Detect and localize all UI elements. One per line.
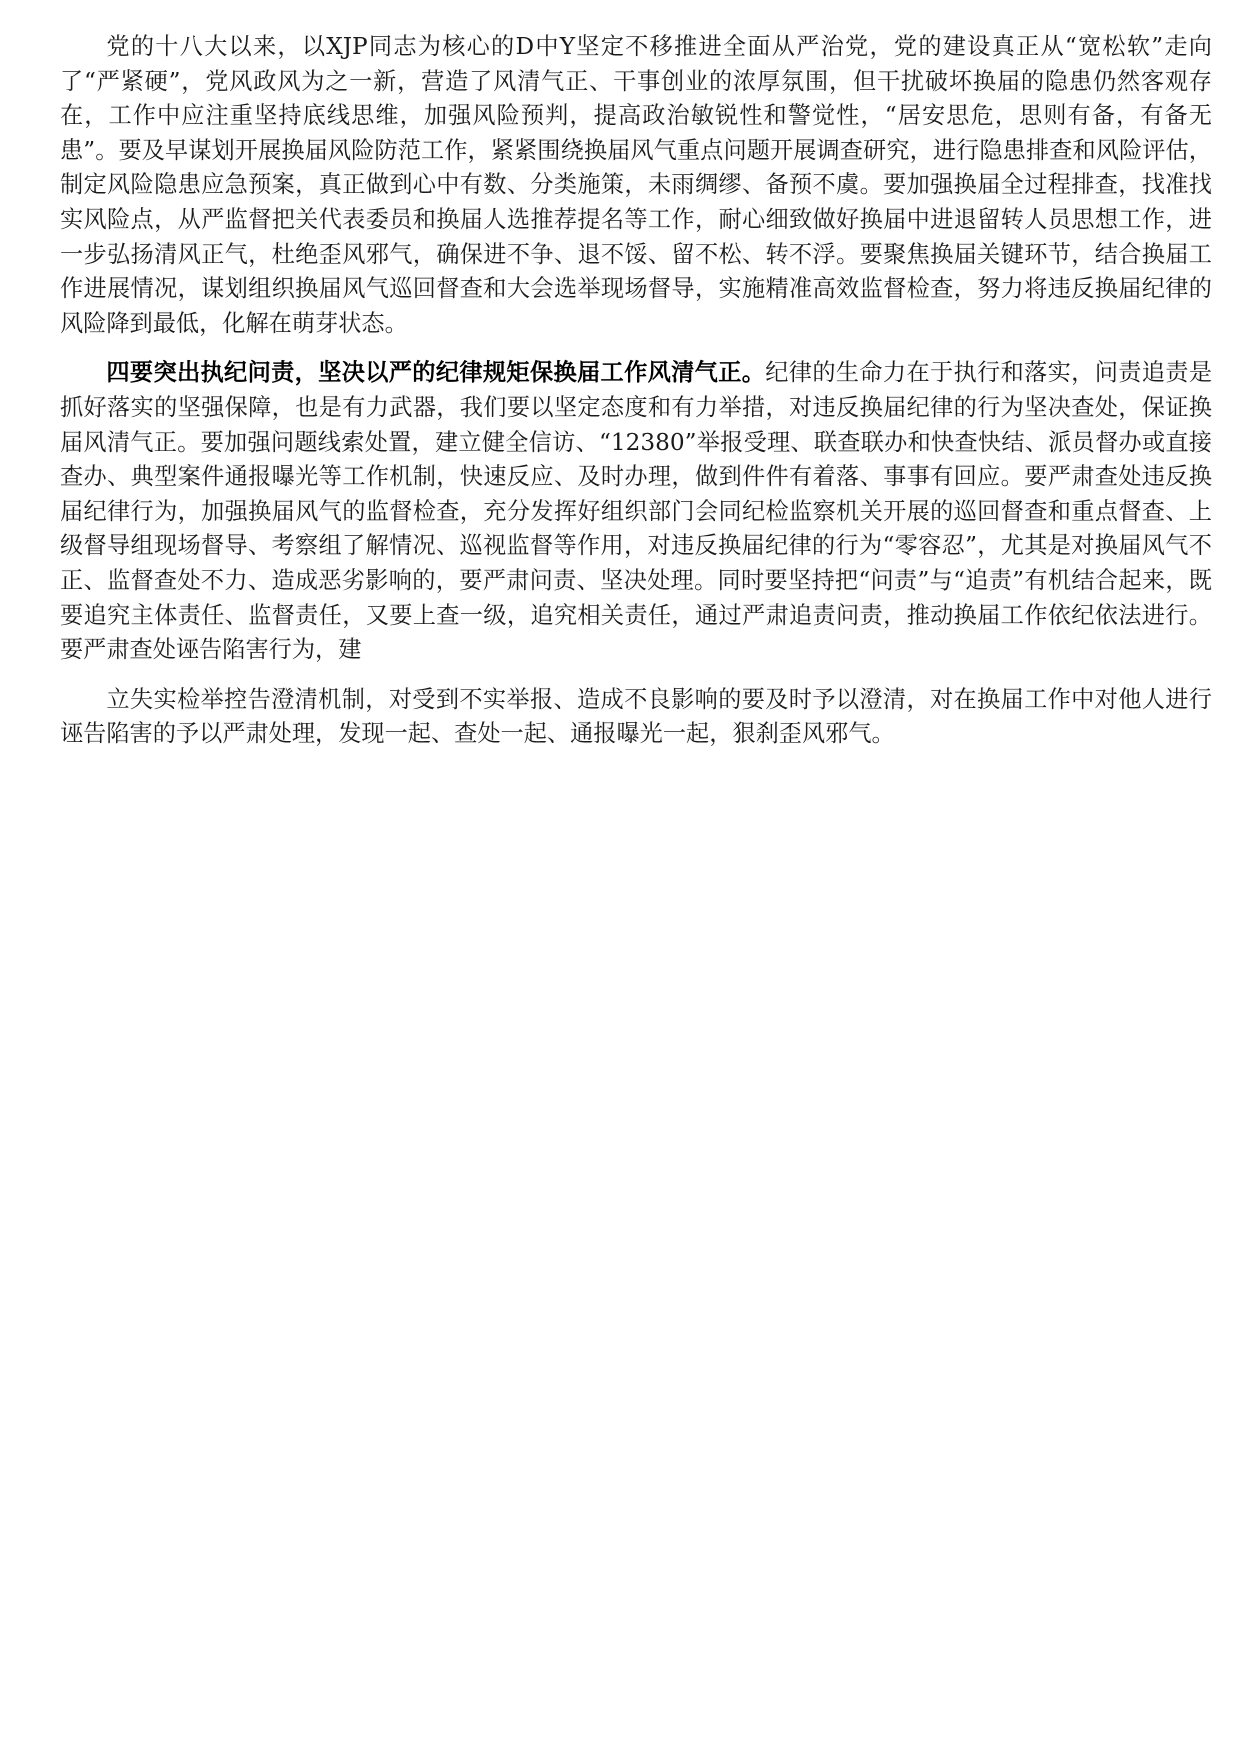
paragraph-3 — [60, 683, 1212, 752]
document-page — [60, 30, 1212, 752]
paragraph-2-lead: 四要突出执纪问责，坚决以严的纪律规矩保换届工作风清气正。 — [106, 359, 766, 387]
paragraph-1 — [60, 30, 1212, 341]
paragraph-2 — [60, 356, 1212, 667]
paragraph-2-text: 纪律的生命力在于执行和落实，问责追责是抓好落实的坚强保障，也是有力武器，我们要以坚定态度和有力举措，对违反换届纪律的行为坚决查处，保证换届风清气正。要加强问题线索处置，建立健全信访、“12380”举报受理、联查联办和快查快结、派员督办或直接查办、典型案件通报曝光等工作机制，快速反应、及时办理，做到件件有着落、事事有回应。要严肃查处违反换届纪律行为，加强换届风气的监督检查，充分发挥好组织部门会同纪检监察机关开展的巡回督查和重点督查、上级督导组现场督导、考察组了解情况、巡视监督等作用，对违反换届纪律的行为“零容忍”，尤其是对换届风气不正、监督查处不力、造成恶劣影响的，要严肃问责、坚决处理。同时要坚持把“问责”与“追责”有机结合起来，既要追究主体责任、监督责任，又要上查一级，追究相关责任，通过严肃追责问责，推动换届工作依纪依法进行。要严肃查处诬告陷害行为，建 — [60, 359, 1213, 664]
paragraph-1-text: 党的十八大以来，以XJP同志为核心的D中Y坚定不移推进全面从严治党，党的建设真正从“宽松软”走向了“严紧硬”，党风政风为之一新，营造了风清气正、干事创业的浓厚氛围，但干扰破坏换届的隐患仍然客观存在，工作中应注重坚持底线思维，加强风险预判，提高政治敏锐性和警觉性，“居安思危，思则有备，有备无患”。要及早谋划开展换届风险防范工作，紧紧围绕换届风气重点问题开展调查研究，进行隐患排查和风险评估，制定风险隐患应急预案，真正做到心中有数、分类施策，未雨绸缪、备预不虞。要加强换届全过程排查，找准找实风险点，从严监督把关代表委员和换届人选推荐提名等工作，耐心细致做好换届中进退留转人员思想工作，进一步弘扬清风正气，杜绝歪风邪气，确保进不争、退不馁、留不松、转不浮。要聚焦换届关键环节，结合换届工作进展情况，谋划组织换届风气巡回督查和大会选举现场督导，实施精准高效监督检查，努力将违反换届纪律的风险降到最低，化解在萌芽状态。 — [60, 33, 1212, 337]
paragraph-3-text: 立失实检举控告澄清机制，对受到不实举报、造成不良影响的要及时予以澄清，对在换届工作中对他人进行诬告陷害的予以严肃处理，发现一起、查处一起、通报曝光一起，狠刹歪风邪气。 — [60, 685, 1212, 748]
